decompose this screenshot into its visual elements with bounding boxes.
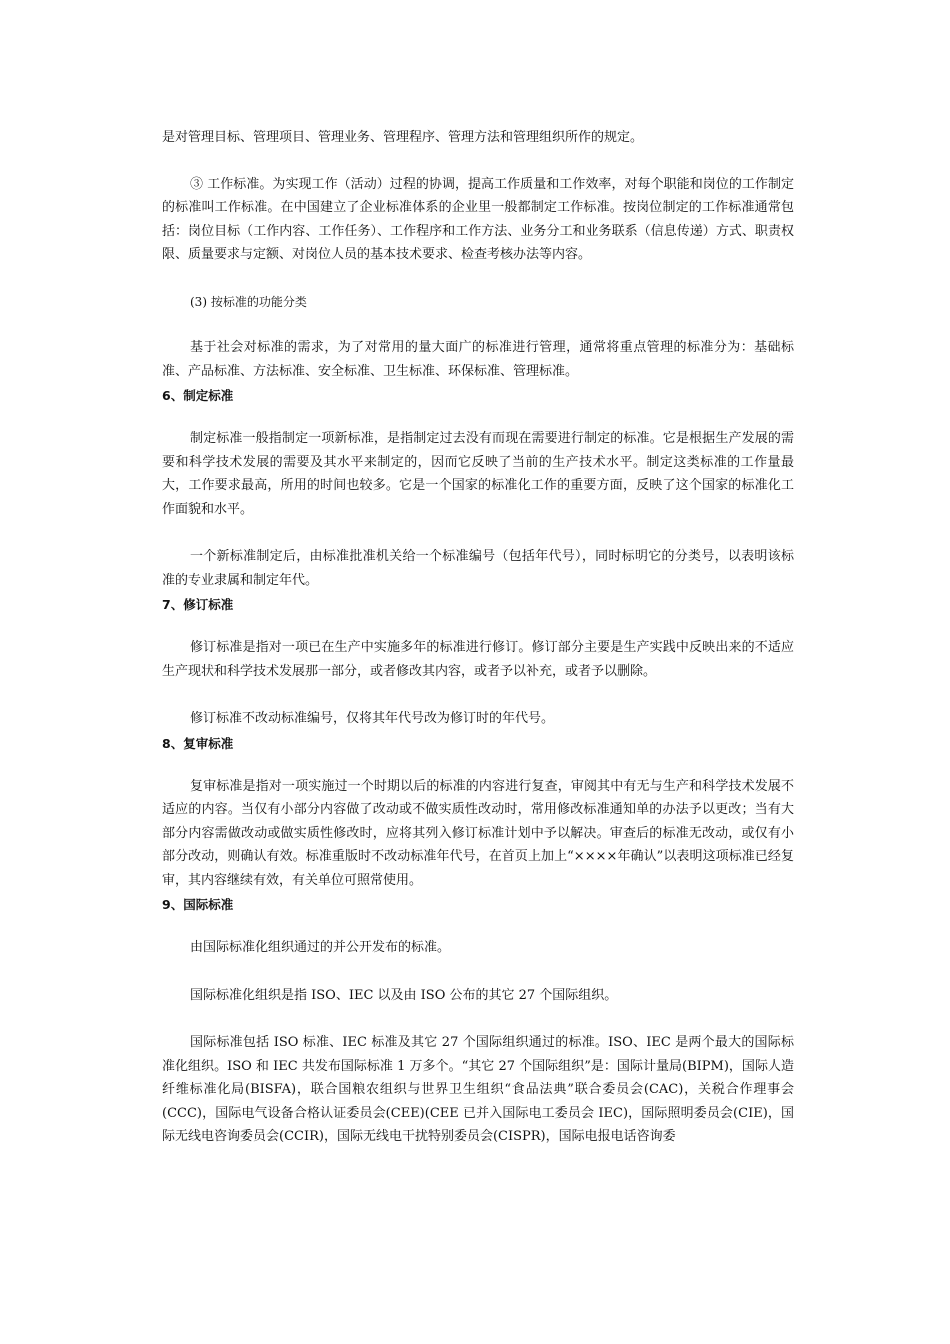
paragraph-function-classification: 基于社会对标准的需求，为了对常用的量大面广的标准进行管理，通常将重点管理的标准分为：基础标准、产品标准、方法标准、安全标准、卫生标准、环保标准、管理标准。	[162, 340, 794, 379]
paragraph-international-standards-list: 国际标准包括 ISO 标准、IEC 标准及其它 27 个国际组织通过的标准。ISO、IEC 是两个最大的国际标准化组织。ISO 和 IEC 共发布国际标准 1 万多个。“其它 27 个国际组织”是：国际计量局(BIPM)，国际人造纤维标准化局(BISFA)，联合国粮农组织与世界卫生组织“食品法典”联合委员会(CAC)，关税合作理事会(CCC)，国际电气设备合格认证委员会(CEE)(CEE 已并入国际电工委员会 IEC)，国际照明委员会(CIE)，国际无线电咨询委员会(CCIR)，国际无线电干扰特别委员会(CISPR)，国际电报电话咨询委	[162, 1035, 794, 1144]
paragraph-revise-standard: 修订标准是指对一项已在生产中实施多年的标准进行修订。修订部分主要是生产实践中反映出来的不适应生产现状和科学技术发展那一部分，或者修改其内容，或者予以补充，或者予以删除。	[162, 640, 794, 679]
paragraph-review-standard: 复审标准是指对一项实施过一个时期以后的标准的内容进行复查，审阅其中有无与生产和科学技术发展不适应的内容。当仅有小部分内容做了改动或不做实质性改动时，常用修改标准通知单的办法予以更改；当有大部分内容需做改动或做实质性修改时，应将其列入修订标准计划中予以解决。审查后的标准无改动，或仅有小部分改动，则确认有效。标准重版时不改动标准年代号，在首页上加上“××××年确认”以表明这项标准已经复审，其内容继续有效，有关单位可照常使用。	[162, 778, 794, 888]
subheading-function-classification: (3) 按标准的功能分类	[190, 294, 307, 309]
section-heading-9: 9、国际标准	[162, 897, 234, 912]
paragraph-management-standard-end: 是对管理目标、管理项目、管理业务、管理程序、管理方法和管理组织所作的规定。	[162, 130, 644, 145]
paragraph-work-standard: ③ 工作标准。为实现工作（活动）过程的协调，提高工作质量和工作效率，对每个职能和岗位的工作制定的标准叫工作标准。在中国建立了企业标准体系的企业里一般都制定工作标准。按岗位制定的工作标准通常包括：岗位目标（工作内容、工作任务）、工作程序和工作方法、业务分工和业务联系（信息传递）方式、职责权限、质量要求与定额、对岗位人员的基本技术要求、检查考核办法等内容。	[162, 176, 794, 262]
paragraph-new-standard-number: 一个新标准制定后，由标准批准机关给一个标准编号（包括年代号），同时标明它的分类号，以表明该标准的专业隶属和制定年代。	[162, 549, 794, 588]
document-page	[162, 126, 794, 1149]
paragraph-international-standard-def: 由国际标准化组织通过的并公开发布的标准。	[190, 940, 451, 955]
section-heading-6: 6、制定标准	[162, 388, 234, 403]
paragraph-formulate-standard: 制定标准一般指制定一项新标准，是指制定过去没有而现在需要进行制定的标准。它是根据生产发展的需要和科学技术发展的需要及其水平来制定的，因而它反映了当前的生产技术水平。制定这类标准的工作量最大，工作要求最高，所用的时间也较多。它是一个国家的标准化工作的重要方面，反映了这个国家的标准化工作面貌和水平。	[162, 431, 794, 517]
paragraph-international-orgs: 国际标准化组织是指 ISO、IEC 以及由 ISO 公布的其它 27 个国际组织。	[190, 987, 618, 1003]
section-heading-7: 7、修订标准	[162, 597, 234, 612]
paragraph-revise-number: 修订标准不改动标准编号，仅将其年代号改为修订时的年代号。	[190, 711, 555, 726]
section-heading-8: 8、复审标准	[162, 735, 234, 751]
